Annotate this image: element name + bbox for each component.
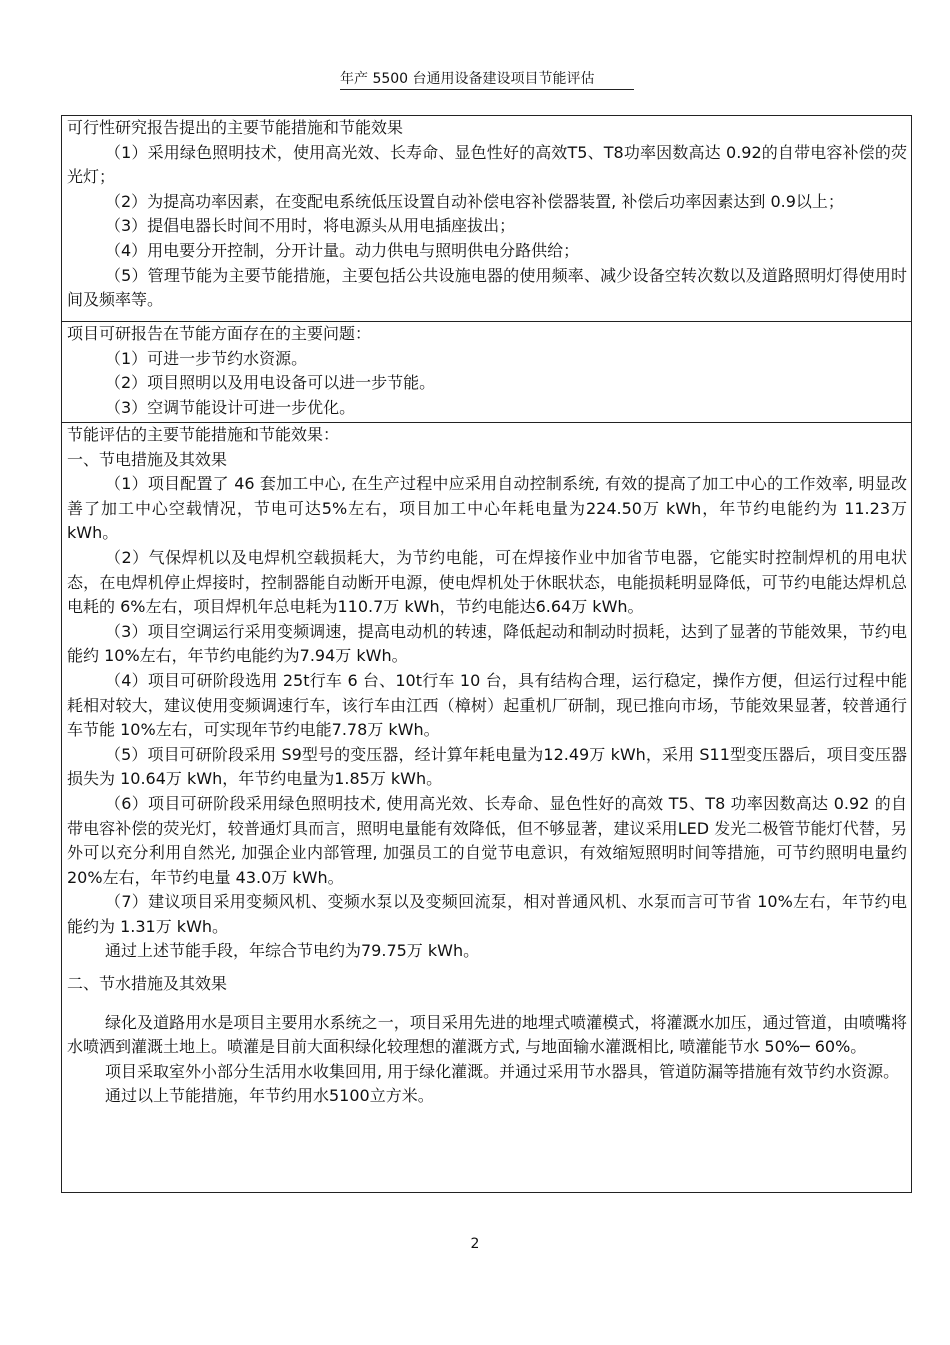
page-header: 年产 5500 台通用设备建设项目节能评估 xyxy=(340,70,634,90)
list-item: （5）项目可研阶段采用 S9型号的变压器，经计算年耗电量为12.49万 kWh，采用 S11型变压器后，项目变压器损失为 10.64万 kWh，年节约电量为1.85万 kWh。 xyxy=(67,744,907,789)
list-item: （3）提倡电器长时间不用时，将电源头从用电插座拔出； xyxy=(105,216,516,236)
evaluation-table xyxy=(61,115,912,1193)
list-item: （4）项目可研阶段选用 25t行车 6 台、10t行车 10 台，具有结构合理，运行稳定，操作方便，但运行过程中能耗相对较大，建议使用变频调速行车，该行车由江西（樟树）起重机厂研制，现已推向市场，节能效果显著，较普通行车节能 10%左右，可实现年节约电能7.78万 kWh。 xyxy=(67,670,907,740)
list-item: （2）气保焊机以及电焊机空载损耗大，为节约电能，可在焊接作业中加省节电器，它能实时控制焊机的用电状态，在电焊机停止焊接时，控制器能自动断开电源，使电焊机处于休眠状态，电能损耗明显降低，可节约电能达焊机总电耗的 6%左右，项目焊机年总电耗为110.7万 kWh，节约电能达6.64万 kWh。 xyxy=(67,547,907,617)
list-item: （1）可进一步节约水资源。 xyxy=(105,348,308,368)
summary-line: 通过以上节能措施，年节约用水5100立方米。 xyxy=(105,1086,434,1106)
list-item: （1）采用绿色照明技术，使用高光效、长寿命、显色性好的高效T5、T8功率因数高达 0.92的自带电容补偿的荧光灯； xyxy=(67,142,907,187)
list-item: （4）用电要分开控制，分开计量。动力供电与照明供电分路供给； xyxy=(105,240,580,260)
list-item: 绿化及道路用水是项目主要用水系统之一，项目采用先进的地埋式喷灌模式，将灌溉水加压，通过管道，由喷嘴将水喷洒到灌溉土地上。喷灌是目前大面积绿化较理想的灌溉方式, 与地面输水灌溉相比, 喷灌能节水 50%─ 60%。 xyxy=(67,1012,907,1057)
list-item: （3）空调节能设计可进一步优化。 xyxy=(105,397,356,417)
list-item: （7）建议项目采用变频风机、变频水泵以及变频回流泵，相对普通风机、水泵而言可节省 10%左右，年节约电能约为 1.31万 kWh。 xyxy=(67,892,907,936)
list-item: （6）项目可研阶段采用绿色照明技术, 使用高光效、长寿命、显色性好的高效 T5、T8 功率因数高达 0.92 的自带电容补偿的荧光灯，较普通灯具而言，照明电量能有效降低，但不够显著，建议采用LED 发光二极管节能灯代替，另外可以充分利用自然光, 加强企业内部管理, 加强员工的自觉节电意识，有效缩短照明时间等措施，可节约照明电量约 20%左右，年节约电量 43.0万 kWh。 xyxy=(67,793,907,887)
section-heading: 节能评估的主要节能措施和节能效果： xyxy=(67,425,340,444)
existing-problems-section xyxy=(62,322,911,423)
summary-line: 通过上述节能手段，年综合节电约为79.75万 kWh。 xyxy=(105,941,480,961)
list-item: （2）为提高功率因素，在变配电系统低压设置自动补偿电容补偿器装置, 补偿后功率因素达到 0.9以上； xyxy=(105,191,844,211)
subsection-heading: 一、节电措施及其效果 xyxy=(67,449,228,469)
list-item: 项目采取室外小部分生活用水收集回用, 用于绿化灌溉。并通过采用节水器具，管道防漏等措施有效节约水资源。 xyxy=(105,1061,900,1081)
evaluation-measures-section xyxy=(62,423,911,1109)
section-heading: 项目可研报告在节能方面存在的主要问题： xyxy=(67,324,372,343)
list-item: （3）项目空调运行采用变频调速，提高电动机的转速，降低起动和制动时损耗，达到了显著的节能效果，节约电能约 10%左右，年节约电能约为7.94万 kWh。 xyxy=(67,621,907,666)
subsection-heading: 二、节水措施及其效果 xyxy=(67,974,228,994)
list-item: （1）项目配置了 46 套加工中心, 在生产过程中应采用自动控制系统, 有效的提高了加工中心的工作效率, 明显改善了加工中心空载情况，节电可达5%左右，项目加工中心年耗电量为224.50万 kWh，年节约电能约为 11.23万 kWh。 xyxy=(67,474,907,543)
section-heading: 可行性研究报告提出的主要节能措施和节能效果 xyxy=(67,118,404,137)
list-item: （5）管理节能为主要节能措施，主要包括公共设施电器的使用频率、减少设备空转次数以及道路照明灯得使用时间及频率等。 xyxy=(67,265,907,310)
page-number: 2 xyxy=(470,1236,480,1252)
list-item: （2）项目照明以及用电设备可以进一步节能。 xyxy=(105,373,436,393)
feasibility-measures-section xyxy=(62,116,911,322)
